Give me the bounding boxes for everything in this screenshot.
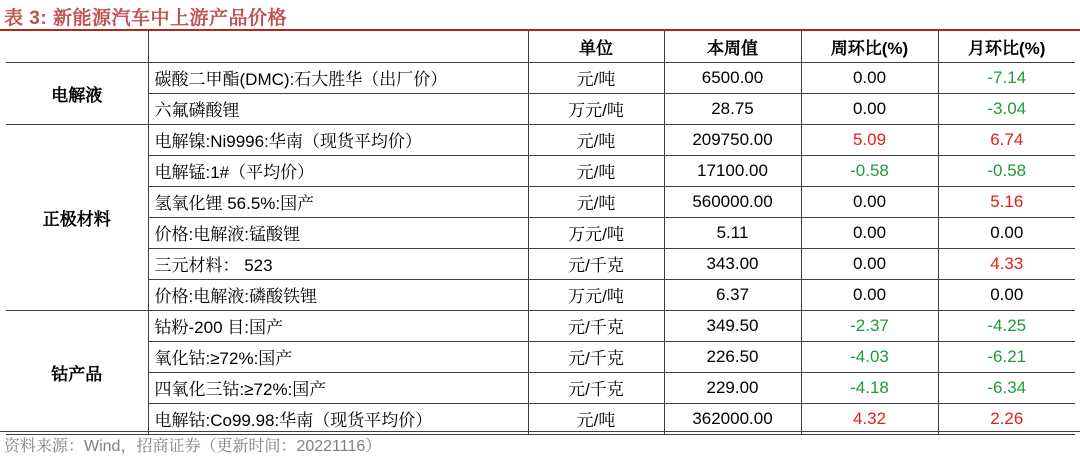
source-note: 资料来源：Wind，招商证券（更新时间：20221116） (4, 438, 382, 455)
value-cell: 229.00 (664, 372, 801, 403)
table-row (6, 403, 1075, 434)
header-blank (6, 31, 148, 62)
wow-cell: 5.09 (801, 124, 938, 155)
product-cell: 电解锰:1#（平均价） (148, 155, 528, 186)
group-label: 钴产品 (6, 310, 148, 434)
mom-cell: 6.74 (938, 124, 1075, 155)
header-mom: 月环比(%) (938, 31, 1075, 62)
wow-cell: 0.00 (801, 62, 938, 93)
unit-cell: 万元/吨 (528, 217, 664, 248)
mom-cell: 2.26 (938, 403, 1075, 434)
unit-cell: 万元/吨 (528, 93, 664, 124)
wow-cell: 0.00 (801, 248, 938, 279)
wow-cell: 4.32 (801, 403, 938, 434)
unit-cell: 万元/吨 (528, 279, 664, 310)
product-cell: 电解镍:Ni9996:华南（现货平均价） (148, 124, 528, 155)
header-unit: 单位 (528, 31, 664, 62)
table-row (6, 248, 1075, 279)
group-label: 正极材料 (6, 124, 148, 310)
table-body (6, 62, 1075, 434)
mom-cell: 0.00 (938, 217, 1075, 248)
table-row (6, 310, 1075, 341)
wow-cell: -4.18 (801, 372, 938, 403)
table-row (6, 186, 1075, 217)
product-cell: 电解钴:Co99.98:华南（现货平均价） (148, 403, 528, 434)
value-cell: 6.37 (664, 279, 801, 310)
wow-cell: -4.03 (801, 341, 938, 372)
table-title: 表 3: 新能源汽车中上游产品价格 (4, 8, 287, 29)
unit-cell: 元/吨 (528, 186, 664, 217)
table-row (6, 372, 1075, 403)
wow-cell: 0.00 (801, 279, 938, 310)
table-row (6, 217, 1075, 248)
price-table (6, 31, 1075, 435)
product-cell: 价格:电解液:磷酸铁锂 (148, 279, 528, 310)
table-row (6, 93, 1075, 124)
wow-cell: -0.58 (801, 155, 938, 186)
unit-cell: 元/千克 (528, 248, 664, 279)
value-cell: 560000.00 (664, 186, 801, 217)
unit-cell: 元/吨 (528, 155, 664, 186)
mom-cell: 0.00 (938, 279, 1075, 310)
table-row (6, 155, 1075, 186)
mom-cell: -6.21 (938, 341, 1075, 372)
unit-cell: 元/千克 (528, 310, 664, 341)
product-cell: 六氟磷酸锂 (148, 93, 528, 124)
wow-cell: 0.00 (801, 217, 938, 248)
unit-cell: 元/吨 (528, 62, 664, 93)
product-cell: 三元材料： 523 (148, 248, 528, 279)
value-cell: 349.50 (664, 310, 801, 341)
mom-cell: 4.33 (938, 248, 1075, 279)
table-row (6, 341, 1075, 372)
unit-cell: 元/千克 (528, 372, 664, 403)
value-cell: 226.50 (664, 341, 801, 372)
value-cell: 362000.00 (664, 403, 801, 434)
value-cell: 28.75 (664, 93, 801, 124)
wow-cell: 0.00 (801, 186, 938, 217)
mom-cell: -4.25 (938, 310, 1075, 341)
unit-cell: 元/吨 (528, 124, 664, 155)
mom-cell: 5.16 (938, 186, 1075, 217)
product-cell: 价格:电解液:锰酸锂 (148, 217, 528, 248)
table-bottom-divider (0, 431, 1080, 432)
mom-cell: -6.34 (938, 372, 1075, 403)
mom-cell: -3.04 (938, 93, 1075, 124)
unit-cell: 元/千克 (528, 341, 664, 372)
product-cell: 氢氧化锂 56.5%:国产 (148, 186, 528, 217)
header-product (148, 31, 528, 62)
value-cell: 6500.00 (664, 62, 801, 93)
mom-cell: -7.14 (938, 62, 1075, 93)
unit-cell: 元/吨 (528, 403, 664, 434)
value-cell: 343.00 (664, 248, 801, 279)
header-row (6, 31, 1075, 62)
product-cell: 氧化钴:≥72%:国产 (148, 341, 528, 372)
value-cell: 5.11 (664, 217, 801, 248)
table-row (6, 279, 1075, 310)
product-cell: 钴粉-200 目:国产 (148, 310, 528, 341)
table-row (6, 124, 1075, 155)
header-wow: 周环比(%) (801, 31, 938, 62)
value-cell: 17100.00 (664, 155, 801, 186)
value-cell: 209750.00 (664, 124, 801, 155)
wow-cell: -2.37 (801, 310, 938, 341)
product-cell: 四氧化三钴:≥72%:国产 (148, 372, 528, 403)
mom-cell: -0.58 (938, 155, 1075, 186)
group-label: 电解液 (6, 62, 148, 124)
header-value: 本周值 (664, 31, 801, 62)
product-cell: 碳酸二甲酯(DMC):石大胜华（出厂价） (148, 62, 528, 93)
table-row (6, 62, 1075, 93)
wow-cell: 0.00 (801, 93, 938, 124)
